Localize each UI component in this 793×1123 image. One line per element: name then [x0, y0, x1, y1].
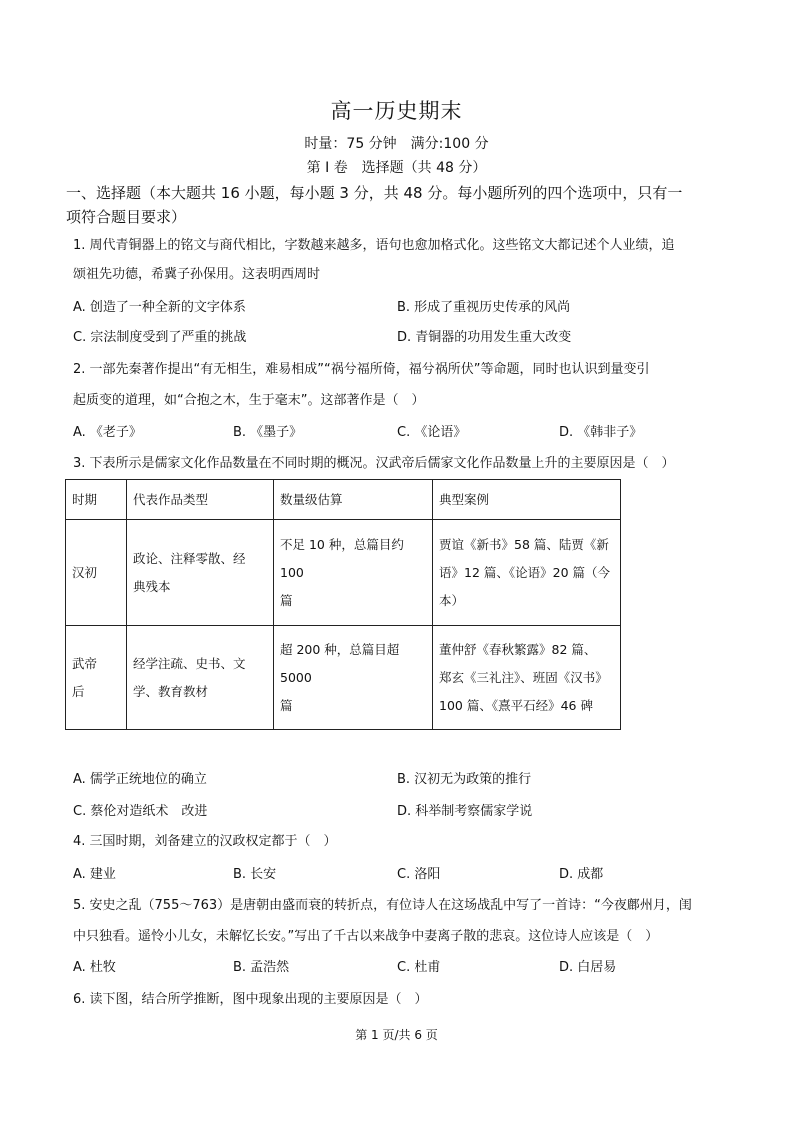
q5-stem-line-1: 5. 安史之乱（755～763）是唐朝由盛而衰的转折点，有位诗人在这场战乱中写了一首诗：“今夜鄜州月，闺 [73, 898, 692, 913]
table-cell-count: 超 200 种，总篇目超 5000 篇 [274, 626, 433, 730]
q1-option-d: D. 青铜器的功用发生重大改变 [397, 330, 572, 345]
q2-option-a: A. 《老子》 [73, 425, 142, 440]
q3-stem: 3. 下表所示是儒家文化作品数量在不同时期的概况。汉武帝后儒家文化作品数量上升的主要原因是（ ） [73, 456, 675, 471]
table-cell-period: 汉初 [66, 520, 127, 626]
q3-option-d: D. 科举制考察儒家学说 [397, 804, 533, 819]
table-row [66, 520, 621, 626]
table-cell-cases: 贾谊《新书》58 篇、陆贾《新 语》12 篇、《论语》20 篇（今 本） [433, 520, 621, 626]
q2-option-b: B. 《墨子》 [233, 425, 303, 440]
q3-option-b: B. 汉初无为政策的推行 [397, 772, 532, 787]
table-row [66, 626, 621, 730]
q4-stem: 4. 三国时期，刘备建立的汉政权定都于（ ） [73, 834, 337, 849]
page-footer: 第 1 页/共 6 页 [355, 1028, 438, 1042]
table-header-cell: 代表作品类型 [127, 480, 274, 520]
q4-option-a: A. 建业 [73, 867, 116, 882]
q5-option-c: C. 杜甫 [397, 960, 441, 975]
q3-option-c: C. 蔡伦对造纸术 改进 [73, 804, 208, 819]
q2-stem-line-2: 起质变的道理，如“合抱之木，生于毫末”。这部著作是（ ） [73, 393, 425, 408]
exam-time-info: 时量：75 分钟 满分:100 分 [304, 136, 489, 152]
q3-option-a: A. 儒学正统地位的确立 [73, 772, 207, 787]
table-cell-cases: 董仲舒《春秋繁露》82 篇、 郑玄《三礼注》、班固《汉书》 100 篇、《熹平石经》46 碑 [433, 626, 621, 730]
section-instructions-line-1: 一、选择题（本大题共 16 小题，每小题 3 分，共 48 分。每小题所列的四个选项中，只有一 [66, 184, 683, 202]
q1-option-b: B. 形成了重视历史传承的风尚 [397, 300, 571, 315]
q5-option-d: D. 白居易 [559, 960, 617, 975]
q3-data-table [65, 479, 621, 730]
q4-option-c: C. 洛阳 [397, 867, 441, 882]
q1-stem-line-1: 1. 周代青铜器上的铭文与商代相比，字数越来越多，语句也愈加格式化。这些铭文大都记述个人业绩，追 [73, 238, 675, 253]
table-cell-count: 不足 10 种，总篇目约 100 篇 [274, 520, 433, 626]
table-cell-types: 经学注疏、史书、文 学、教育教材 [127, 626, 274, 730]
table-header-cell: 典型案例 [433, 480, 621, 520]
q1-stem-line-2: 颂祖先功德，希冀子孙保用。这表明西周时 [73, 267, 321, 282]
q2-stem-line-1: 2. 一部先秦著作提出“有无相生，难易相成”“祸兮福所倚，福兮祸所伏”等命题，同时也认识到量变引 [73, 362, 650, 377]
q6-stem: 6. 读下图，结合所学推断，图中现象出现的主要原因是（ ） [73, 992, 428, 1007]
q5-stem-line-2: 中只独看。遥怜小儿女，未解忆长安。”写出了千古以来战争中妻离子散的悲哀。这位诗人应该是（ ） [73, 929, 659, 944]
q5-option-a: A. 杜牧 [73, 960, 116, 975]
page-title: 高一历史期末 [330, 99, 463, 123]
table-cell-types: 政论、注释零散、经 典残本 [127, 520, 274, 626]
q1-option-a: A. 创造了一种全新的文字体系 [73, 300, 246, 315]
q4-option-d: D. 成都 [559, 867, 604, 882]
q2-option-d: D. 《韩非子》 [559, 425, 643, 440]
q2-option-c: C. 《论语》 [397, 425, 467, 440]
q1-option-c: C. 宗法制度受到了严重的挑战 [73, 330, 247, 345]
table-header-row [66, 480, 621, 520]
section-heading: 第 I 卷 选择题（共 48 分） [306, 160, 487, 176]
table-header-cell: 数量级估算 [274, 480, 433, 520]
q4-option-b: B. 长安 [233, 867, 277, 882]
table-cell-period: 武帝 后 [66, 626, 127, 730]
q5-option-b: B. 孟浩然 [233, 960, 290, 975]
table-header-cell: 时期 [66, 480, 127, 520]
section-instructions [66, 181, 731, 229]
section-instructions-line-2: 项符合题目要求） [66, 208, 187, 226]
